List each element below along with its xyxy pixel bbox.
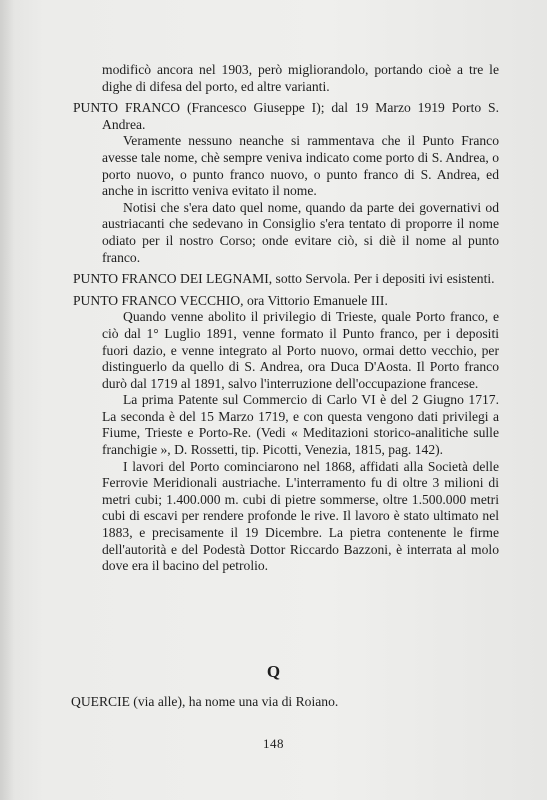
paragraph: I lavori del Porto cominciarono nel 1868, affidati alla Società delle Ferrovie Meridionali austriache. L'interramento fu di oltre 3 milioni di metri cubi; 1.400.000 m. cubi di pietre sommerse, oltre 1.500.000 metri cubi di escavi per rendere profonde le rive. Il lavoro è stato ultimato nel 1883, e precisamente il 19 Dicembre. La pietra contenente le firme dell'autorità e del Podestà Dottor Riccardo Bazzoni, è interrata al molo dove era il bacino del petrolio. xyxy=(102,458,499,574)
entry-punto-franco-legnami: PUNTO FRANCO DEI LEGNAMI, sotto Servola. Per i depositi ivi esistenti. xyxy=(73,271,495,287)
entry-punto-franco: PUNTO FRANCO (Francesco Giuseppe I); dal 19 Marzo 1919 Porto S. Andrea. xyxy=(73,100,499,132)
paragraph: Veramente nessuno neanche si rammentava che il Punto Franco avesse tale nome, chè sempre veniva indicato come porto di S. Andrea, o porto nuovo, o punto franco nuovo, o punto franco di S. Andrea, ed anche in iscritto veniva evitato il nome. xyxy=(102,133,499,199)
entry-quercie: QUERCIE (via alle), ha nome una via di Roiano. xyxy=(71,694,339,709)
page-number: 148 xyxy=(263,736,284,751)
paragraph: Quando venne abolito il privilegio di Trieste, quale Porto franco, e ciò dal 1° Luglio 1891, venne formato il Punto franco, per i depositi fuori dazio, e venne integrato al Porto nuovo, ormai detto vecchio, per distinguerlo da quello di S. Andrea, ora Duca D'Aosta. Il Porto franco durò dal 1719 al 1891, salvo l'interruzione dell'occupazione francese. xyxy=(102,309,499,391)
section-letter: Q xyxy=(266,662,281,681)
paragraph: Notisi che s'era dato quel nome, quando da parte dei governativi od austriacanti che sedevano in Consiglio s'era tentato di proporre il nome odiato per il nostro Corso; onde evitare ciò, si diè il nome al punto franco. xyxy=(102,199,499,265)
body-text xyxy=(73,62,499,575)
entry-punto-franco-vecchio: PUNTO FRANCO VECCHIO, ora Vittorio Emanuele III. xyxy=(73,292,388,308)
paragraph: La prima Patente sul Commercio di Carlo VI è del 2 Giugno 1717. La seconda è del 15 Marzo 1719, e con questa vengono dati privilegi a Fiume, Trieste e Porto-Re. (Vedi « Meditazioni storico-analitiche sulle franchigie », D. Rossetti, tip. Picotti, Venezia, 1815, pag. 142). xyxy=(102,392,499,458)
paragraph-continuation: modificò ancora nel 1903, però migliorandolo, portando cioè a tre le dighe di difesa del porto, ed altre varianti. xyxy=(102,62,499,94)
